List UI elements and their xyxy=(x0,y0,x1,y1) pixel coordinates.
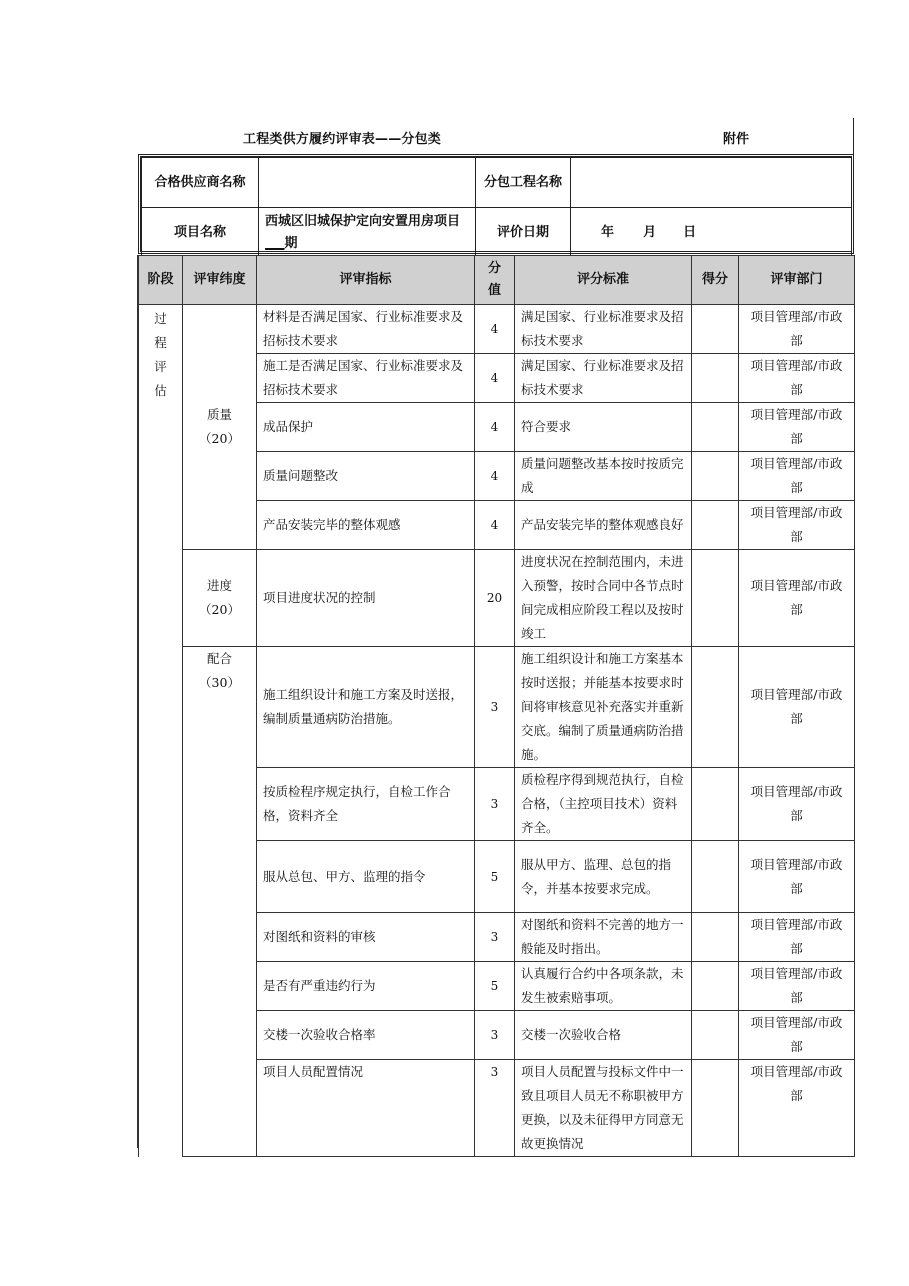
annex-label: 附件 xyxy=(723,132,750,147)
supplier-label: 合格供应商名称 xyxy=(142,158,259,208)
dept-cell: 项目管理部/市政部 xyxy=(739,452,855,501)
score-cell: 20 xyxy=(475,550,515,647)
project-value-blank: ___ xyxy=(265,235,285,251)
table-row xyxy=(139,550,855,647)
standard-cell: 服从甲方、监理、总包的指令，并基本按要求完成。 xyxy=(515,841,692,913)
score-cell: 4 xyxy=(475,403,515,452)
dimension-name: 质量 xyxy=(206,407,232,422)
page-title: 工程类供方履约评审表——分包类 xyxy=(243,132,442,147)
dept-cell: 项目管理部/市政部 xyxy=(739,962,855,1011)
col-dept: 评审部门 xyxy=(739,256,855,305)
divider xyxy=(853,118,854,156)
dept-cell: 项目管理部/市政部 xyxy=(739,841,855,913)
criterion-cell: 施工组织设计和施工方案及时送报，编制质量通病防治措施。 xyxy=(257,647,475,768)
date-value[interactable] xyxy=(571,208,852,258)
stage-char: 估 xyxy=(154,383,167,398)
criterion-cell: 成品保护 xyxy=(257,403,475,452)
standard-cell: 施工组织设计和施工方案基本按时送报；并能基本按要求时间将审核意见补充落实并重新交底。编制了质量通病防治措施。 xyxy=(515,647,692,768)
score-cell: 3 xyxy=(475,768,515,841)
col-got: 得分 xyxy=(692,256,739,305)
criterion-cell: 是否有严重违约行为 xyxy=(257,962,475,1011)
got-cell[interactable] xyxy=(692,1060,739,1157)
score-cell: 4 xyxy=(475,501,515,550)
header-info-box xyxy=(138,154,854,254)
dept-cell: 项目管理部/市政部 xyxy=(739,1011,855,1060)
criterion-cell: 质量问题整改 xyxy=(257,452,475,501)
standard-cell: 质检程序得到规范执行，自检合格，（主控项目技术）资料齐全。 xyxy=(515,768,692,841)
stage-cell xyxy=(139,305,183,1157)
score-cell: 4 xyxy=(475,305,515,354)
dept-cell: 项目管理部/市政部 xyxy=(739,1060,855,1157)
dept-cell: 项目管理部/市政部 xyxy=(739,913,855,962)
standard-cell: 对图纸和资料不完善的地方一般能及时指出。 xyxy=(515,913,692,962)
standard-cell: 交楼一次验收合格 xyxy=(515,1011,692,1060)
col-criterion: 评审指标 xyxy=(257,256,475,305)
criterion-cell: 施工是否满足国家、行业标准要求及招标技术要求 xyxy=(257,354,475,403)
dimension-score: （30） xyxy=(199,675,240,690)
table-row xyxy=(139,647,855,768)
got-cell[interactable] xyxy=(692,305,739,354)
dept-cell: 项目管理部/市政部 xyxy=(739,305,855,354)
review-table xyxy=(138,255,855,1157)
standard-cell: 符合要求 xyxy=(515,403,692,452)
score-cell: 3 xyxy=(475,1011,515,1060)
col-dimension: 评审纬度 xyxy=(183,256,257,305)
dept-cell: 项目管理部/市政部 xyxy=(739,647,855,768)
score-cell: 3 xyxy=(475,1060,515,1157)
score-cell: 4 xyxy=(475,452,515,501)
score-cell: 5 xyxy=(475,841,515,913)
date-day: 日 xyxy=(683,224,697,240)
standard-cell: 满足国家、行业标准要求及招标技术要求 xyxy=(515,354,692,403)
stage-char: 评 xyxy=(154,359,167,374)
standard-cell: 满足国家、行业标准要求及招标技术要求 xyxy=(515,305,692,354)
dimension-name: 进度 xyxy=(206,578,232,593)
dimension-progress xyxy=(183,550,257,647)
score-cell: 4 xyxy=(475,354,515,403)
got-cell[interactable] xyxy=(692,913,739,962)
dimension-score: （20） xyxy=(199,602,240,617)
criterion-cell: 交楼一次验收合格率 xyxy=(257,1011,475,1060)
got-cell[interactable] xyxy=(692,768,739,841)
supplier-value[interactable] xyxy=(259,158,476,208)
standard-cell: 项目人员配置与投标文件中一致且项目人员无不称职被甲方更换，以及未征得甲方同意无故更换情况 xyxy=(515,1060,692,1157)
dept-cell: 项目管理部/市政部 xyxy=(739,354,855,403)
stage-char: 程 xyxy=(154,335,167,350)
col-standard: 评分标准 xyxy=(515,256,692,305)
date-year: 年 xyxy=(601,224,615,240)
table-row xyxy=(139,305,855,354)
got-cell[interactable] xyxy=(692,354,739,403)
got-cell[interactable] xyxy=(692,452,739,501)
got-cell[interactable] xyxy=(692,962,739,1011)
got-cell[interactable] xyxy=(692,841,739,913)
criterion-cell: 材料是否满足国家、行业标准要求及招标技术要求 xyxy=(257,305,475,354)
date-month: 月 xyxy=(643,224,657,240)
dept-cell: 项目管理部/市政部 xyxy=(739,403,855,452)
stage-char: 过 xyxy=(154,311,167,326)
dept-cell: 项目管理部/市政部 xyxy=(739,768,855,841)
project-value[interactable] xyxy=(259,208,476,258)
table-header-row xyxy=(139,256,855,305)
got-cell[interactable] xyxy=(692,501,739,550)
project-label: 项目名称 xyxy=(142,208,259,258)
standard-cell: 产品安装完毕的整体观感良好 xyxy=(515,501,692,550)
col-score: 分值 xyxy=(475,256,515,305)
standard-cell: 认真履行合约中各项条款，未发生被索赔事项。 xyxy=(515,962,692,1011)
got-cell[interactable] xyxy=(692,403,739,452)
got-cell[interactable] xyxy=(692,1011,739,1060)
dept-cell: 项目管理部/市政部 xyxy=(739,550,855,647)
col-stage: 阶段 xyxy=(139,256,183,305)
project-value-suffix: 期 xyxy=(284,235,298,251)
dimension-coop xyxy=(183,647,257,1157)
criterion-cell: 项目人员配置情况 xyxy=(257,1060,475,1157)
dimension-name: 配合 xyxy=(206,651,232,666)
subproject-value[interactable] xyxy=(571,158,852,208)
score-cell: 5 xyxy=(475,962,515,1011)
got-cell[interactable] xyxy=(692,550,739,647)
criterion-cell: 产品安装完毕的整体观感 xyxy=(257,501,475,550)
dimension-score: （20） xyxy=(199,431,240,446)
dimension-quality xyxy=(183,305,257,550)
got-cell[interactable] xyxy=(692,647,739,768)
project-value-prefix: 西城区旧城保护定向安置用房项目 xyxy=(265,213,461,229)
criterion-cell: 对图纸和资料的审核 xyxy=(257,913,475,962)
standard-cell: 质量问题整改基本按时按质完成 xyxy=(515,452,692,501)
score-cell: 3 xyxy=(475,647,515,768)
criterion-cell: 项目进度状况的控制 xyxy=(257,550,475,647)
dept-cell: 项目管理部/市政部 xyxy=(739,501,855,550)
date-label: 评价日期 xyxy=(476,208,571,258)
subproject-label: 分包工程名称 xyxy=(476,158,571,208)
criterion-cell: 按质检程序规定执行，自检工作合格，资料齐全 xyxy=(257,768,475,841)
standard-cell: 进度状况在控制范围内，未进入预警，按时合同中各节点时间完成相应阶段工程以及按时竣工 xyxy=(515,550,692,647)
score-cell: 3 xyxy=(475,913,515,962)
criterion-cell: 服从总包、甲方、监理的指令 xyxy=(257,841,475,913)
